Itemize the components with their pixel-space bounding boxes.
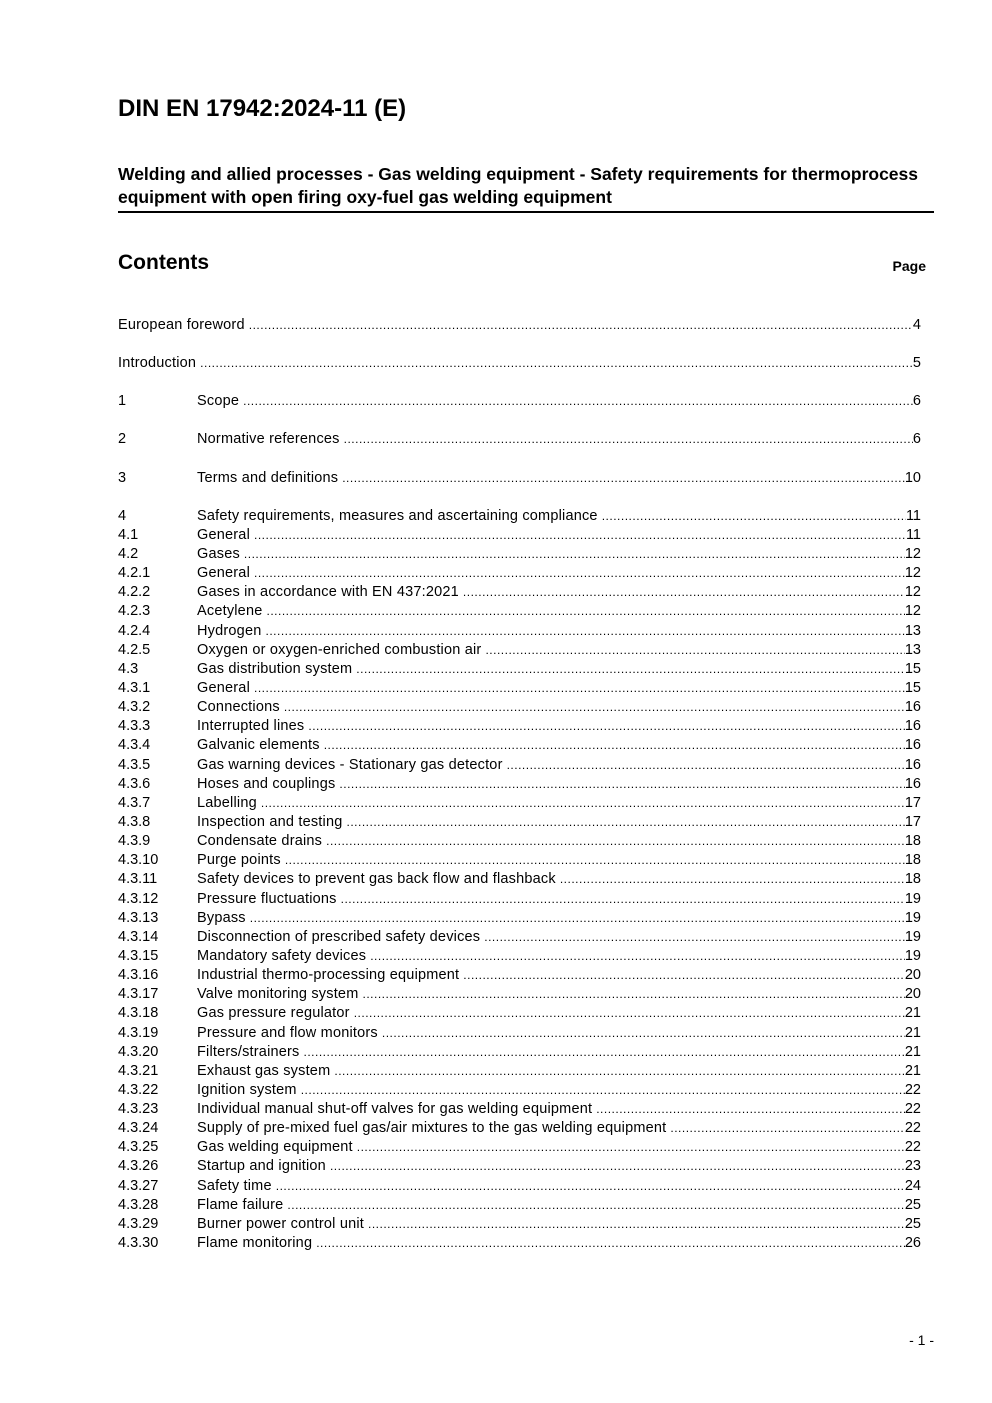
toc-entry[interactable]: [118, 1081, 921, 1100]
toc-entry-page: 15: [904, 660, 921, 677]
toc-entry-number: 4.3.21: [118, 1062, 159, 1079]
toc-entry-page: 11: [905, 507, 921, 524]
toc-entry-title: Startup and ignition: [197, 1158, 326, 1175]
toc-entry-title: Purge points: [197, 852, 281, 869]
toc-entry[interactable]: [118, 1157, 921, 1176]
toc-entry-title: Bypass: [197, 909, 246, 926]
toc-entry[interactable]: [118, 1119, 921, 1138]
toc-leader-dots: [484, 928, 905, 947]
toc-entry-page: 18: [904, 871, 921, 888]
toc-entry-number: 4.3.3: [118, 718, 151, 735]
toc-entry-number: 4.3.25: [118, 1139, 159, 1156]
toc-leader-dots: [287, 1196, 904, 1215]
toc-leader-dots: [344, 430, 913, 449]
toc-entry-number: 4.3.15: [118, 947, 159, 964]
toc-entry-page: 11: [905, 526, 921, 543]
contents-heading: Contents: [118, 251, 209, 274]
toc-entry-page: 22: [904, 1101, 921, 1118]
toc-entry-title: Burner power control unit: [197, 1215, 364, 1232]
toc-entry-number: 4.3.19: [118, 1024, 159, 1041]
toc-entry-page: 17: [904, 794, 921, 811]
toc-entry-title: Gas pressure regulator: [197, 1005, 350, 1022]
toc-leader-dots: [326, 832, 905, 851]
toc-entry-title: Safety time: [197, 1177, 272, 1194]
toc-entry-page: 25: [904, 1196, 921, 1213]
toc-entry-title: Safety requirements, measures and ascertaining compliance: [197, 507, 598, 524]
toc-entry-page: 12: [904, 584, 921, 601]
toc-entry-page: 18: [904, 833, 921, 850]
toc-entry[interactable]: [118, 660, 921, 679]
toc-leader-dots: [356, 660, 905, 679]
toc-entry-page: 16: [904, 737, 921, 754]
toc-entry[interactable]: [118, 698, 921, 717]
toc-entry-page: 26: [904, 1235, 921, 1252]
toc-entry-number: 4.3.28: [118, 1196, 159, 1213]
toc-entry-title: General: [197, 565, 250, 582]
toc-entry[interactable]: [118, 316, 921, 335]
toc-entry-page: 12: [904, 603, 921, 620]
toc-entry-page: 16: [904, 718, 921, 735]
page-column-label: Page: [892, 258, 926, 274]
toc-leader-dots: [463, 966, 905, 985]
toc-entry[interactable]: [118, 966, 921, 985]
toc-entry-title: Introduction: [118, 355, 197, 372]
toc-entry-title: Supply of pre-mixed fuel gas/air mixtures to the gas welding equipment: [197, 1120, 667, 1137]
toc-leader-dots: [596, 1100, 905, 1119]
toc-entry-page: 25: [904, 1215, 921, 1232]
table-of-contents: [118, 316, 921, 1253]
toc-entry-page: 10: [904, 469, 921, 486]
toc-leader-dots: [354, 1004, 905, 1023]
toc-entry-page: 21: [904, 1043, 921, 1060]
toc-entry[interactable]: [118, 832, 921, 851]
toc-entry[interactable]: [118, 507, 921, 526]
toc-entry-title: Exhaust gas system: [197, 1062, 331, 1079]
toc-entry[interactable]: [118, 736, 921, 755]
toc-entry-number: 4.3.2: [118, 699, 151, 716]
toc-entry-number: 4.3.24: [118, 1120, 159, 1137]
toc-leader-dots: [382, 1024, 905, 1043]
toc-entry-title: Connections: [197, 699, 280, 716]
toc-entry[interactable]: [118, 756, 921, 775]
toc-leader-dots: [254, 564, 905, 583]
toc-entry[interactable]: [118, 909, 921, 928]
toc-entry-page: 19: [904, 928, 921, 945]
toc-entry-title: Disconnection of prescribed safety devices: [197, 928, 481, 945]
toc-entry-number: 3: [118, 469, 127, 486]
toc-entry-page: 17: [904, 813, 921, 830]
toc-entry[interactable]: [118, 1062, 921, 1081]
document-title: Welding and allied processes - Gas welding equipment - Safety requirements for thermoprocess equipment with open firing oxy-fuel gas welding equipment: [118, 163, 934, 213]
toc-entry[interactable]: [118, 851, 921, 870]
toc-leader-dots: [243, 392, 913, 411]
toc-entry-number: 4.3.22: [118, 1081, 159, 1098]
toc-leader-dots: [485, 641, 904, 660]
toc-entry-title: Normative references: [197, 431, 340, 448]
toc-entry-title: Scope: [197, 393, 240, 410]
toc-entry-number: 2: [118, 431, 127, 448]
toc-entry-number: 4.3.4: [118, 737, 151, 754]
toc-leader-dots: [254, 526, 906, 545]
toc-leader-dots: [602, 507, 906, 526]
toc-entry[interactable]: [118, 392, 921, 411]
toc-entry[interactable]: [118, 870, 921, 889]
toc-entry-title: Interrupted lines: [197, 718, 305, 735]
toc-leader-dots: [261, 794, 905, 813]
toc-entry-page: 22: [904, 1139, 921, 1156]
toc-entry-page: 19: [904, 947, 921, 964]
toc-entry[interactable]: [118, 1138, 921, 1157]
toc-entry-title: General: [197, 526, 250, 543]
toc-entry[interactable]: [118, 430, 921, 449]
toc-entry-number: 4.3.13: [118, 909, 159, 926]
toc-entry-title: Labelling: [197, 794, 257, 811]
toc-leader-dots: [200, 354, 913, 373]
toc-entry[interactable]: [118, 1177, 921, 1196]
toc-entry-number: 4.3.5: [118, 756, 151, 773]
toc-entry[interactable]: [118, 813, 921, 832]
toc-entry-number: 4.3: [118, 660, 139, 677]
toc-entry-number: 4.3.29: [118, 1215, 159, 1232]
toc-entry-number: 4.3.7: [118, 794, 151, 811]
toc-entry-title: Individual manual shut-off valves for gas welding equipment: [197, 1101, 593, 1118]
toc-leader-dots: [324, 736, 905, 755]
toc-leader-dots: [362, 985, 904, 1004]
toc-entry[interactable]: [118, 717, 921, 736]
toc-entry-page: 22: [904, 1081, 921, 1098]
toc-entry-number: 4.3.6: [118, 775, 151, 792]
toc-entry-title: Mandatory safety devices: [197, 947, 367, 964]
toc-entry-number: 4.3.12: [118, 890, 159, 907]
toc-entry-page: 24: [904, 1177, 921, 1194]
toc-entry-page: 22: [904, 1120, 921, 1137]
toc-entry-number: 4.3.8: [118, 813, 151, 830]
toc-leader-dots: [560, 870, 905, 889]
toc-entry[interactable]: [118, 1100, 921, 1119]
toc-leader-dots: [334, 1062, 905, 1081]
document-id: DIN EN 17942:2024-11 (E): [118, 95, 407, 122]
toc-entry[interactable]: [118, 641, 921, 660]
toc-entry-page: 16: [904, 699, 921, 716]
toc-leader-dots: [285, 851, 905, 870]
page-number: - 1 -: [909, 1332, 934, 1348]
toc-entry[interactable]: [118, 469, 921, 488]
toc-entry-page: 16: [904, 756, 921, 773]
toc-entry-title: European foreword: [118, 317, 245, 333]
toc-leader-dots: [254, 679, 905, 698]
toc-leader-dots: [266, 602, 904, 621]
toc-entry[interactable]: [118, 794, 921, 813]
toc-entry[interactable]: [118, 602, 921, 621]
toc-entry[interactable]: [118, 679, 921, 698]
toc-entry-number: 4.3.17: [118, 986, 159, 1003]
toc-entry-page: 4: [912, 317, 921, 333]
toc-leader-dots: [346, 813, 904, 832]
toc-leader-dots: [463, 583, 905, 602]
toc-entry-title: Valve monitoring system: [197, 986, 359, 1003]
toc-entry-title: Oxygen or oxygen-enriched combustion air: [197, 641, 482, 658]
toc-entry-page: 13: [904, 641, 921, 658]
toc-leader-dots: [342, 469, 905, 488]
toc-entry-number: 1: [118, 393, 127, 410]
toc-entry[interactable]: [118, 1043, 921, 1062]
toc-entry-number: 4.2.1: [118, 565, 151, 582]
toc-leader-dots: [357, 1138, 905, 1157]
toc-entry-number: 4.1: [118, 526, 139, 543]
toc-entry-page: 19: [904, 909, 921, 926]
toc-leader-dots: [339, 775, 904, 794]
toc-entry-page: 19: [904, 890, 921, 907]
toc-leader-dots: [330, 1157, 905, 1176]
toc-leader-dots: [507, 756, 905, 775]
toc-entry-page: 20: [904, 967, 921, 984]
toc-entry-title: Galvanic elements: [197, 737, 320, 754]
toc-entry-number: 4.3.26: [118, 1158, 159, 1175]
toc-entry-number: 4.3.10: [118, 852, 159, 869]
toc-entry-number: 4.3.14: [118, 928, 159, 945]
toc-leader-dots: [370, 947, 905, 966]
toc-entry-title: General: [197, 679, 250, 696]
toc-entry-page: 23: [904, 1158, 921, 1175]
toc-entry-title: Pressure fluctuations: [197, 890, 337, 907]
toc-entry-number: 4.2: [118, 545, 139, 562]
toc-entry[interactable]: [118, 1004, 921, 1023]
toc-entry-page: 5: [912, 355, 921, 372]
toc-entry-page: 20: [904, 986, 921, 1003]
toc-entry-title: Filters/strainers: [197, 1043, 300, 1060]
toc-entry-title: Gas welding equipment: [197, 1139, 353, 1156]
toc-entry[interactable]: [118, 1196, 921, 1215]
toc-entry-number: 4.3.20: [118, 1043, 159, 1060]
toc-entry-page: 21: [904, 1062, 921, 1079]
toc-entry[interactable]: [118, 545, 921, 564]
toc-entry-page: 18: [904, 852, 921, 869]
toc-entry-page: 15: [904, 679, 921, 696]
toc-entry-title: Ignition system: [197, 1081, 297, 1098]
toc-entry-number: 4.3.18: [118, 1005, 159, 1022]
toc-entry-number: 4.2.5: [118, 641, 151, 658]
toc-entry-title: Industrial thermo-processing equipment: [197, 967, 460, 984]
toc-entry-number: 4.3.27: [118, 1177, 159, 1194]
toc-entry-title: Gas distribution system: [197, 660, 353, 677]
toc-entry[interactable]: [118, 928, 921, 947]
toc-entry[interactable]: [118, 564, 921, 583]
toc-entry-number: 4.3.16: [118, 967, 159, 984]
toc-leader-dots: [368, 1215, 905, 1234]
toc-entry-page: 12: [904, 545, 921, 562]
toc-entry-number: 4.3.9: [118, 833, 151, 850]
toc-entry[interactable]: [118, 775, 921, 794]
toc-entry-title: Hydrogen: [197, 622, 262, 639]
toc-entry-page: 6: [912, 393, 921, 410]
toc-leader-dots: [244, 545, 905, 564]
toc-leader-dots: [304, 1043, 905, 1062]
toc-leader-dots: [276, 1177, 905, 1196]
toc-leader-dots: [250, 909, 905, 928]
toc-entry[interactable]: [118, 1024, 921, 1043]
toc-entry-number: 4.2.2: [118, 584, 151, 601]
toc-leader-dots: [670, 1119, 904, 1138]
toc-entry-page: 21: [904, 1005, 921, 1022]
toc-entry-page: 21: [904, 1024, 921, 1041]
toc-entry-page: 6: [912, 431, 921, 448]
toc-entry-title: Safety devices to prevent gas back flow and flashback: [197, 871, 556, 888]
toc-entry-title: Gases in accordance with EN 437:2021: [197, 584, 459, 601]
toc-entry-title: Condensate drains: [197, 833, 323, 850]
toc-leader-dots: [316, 1234, 905, 1253]
toc-entry[interactable]: [118, 354, 921, 373]
toc-entry-page: 16: [904, 775, 921, 792]
toc-entry[interactable]: [118, 622, 921, 641]
toc-entry[interactable]: [118, 985, 921, 1004]
toc-entry-title: Pressure and flow monitors: [197, 1024, 378, 1041]
toc-leader-dots: [284, 698, 905, 717]
toc-entry[interactable]: [118, 583, 921, 602]
toc-entry[interactable]: [118, 526, 921, 545]
toc-leader-dots: [249, 316, 913, 335]
toc-entry-title: Acetylene: [197, 603, 263, 620]
toc-entry-title: Flame failure: [197, 1196, 284, 1213]
toc-entry-number: 4: [118, 507, 127, 524]
toc-entry-title: Terms and definitions: [197, 469, 339, 486]
toc-entry-title: Inspection and testing: [197, 813, 343, 830]
toc-entry-page: 13: [904, 622, 921, 639]
toc-entry[interactable]: [118, 1234, 921, 1253]
toc-entry-title: Gas warning devices - Stationary gas detector: [197, 756, 503, 773]
toc-entry-page: 12: [904, 565, 921, 582]
toc-entry-title: Gases: [197, 545, 240, 562]
toc-leader-dots: [308, 717, 904, 736]
toc-entry[interactable]: [118, 890, 921, 909]
toc-leader-dots: [301, 1081, 905, 1100]
toc-entry-number: 4.2.3: [118, 603, 151, 620]
toc-entry[interactable]: [118, 947, 921, 966]
toc-entry-number: 4.3.11: [118, 871, 158, 888]
toc-entry[interactable]: [118, 1215, 921, 1234]
toc-entry-number: 4.3.23: [118, 1101, 159, 1118]
toc-entry-number: 4.3.1: [118, 679, 151, 696]
toc-entry-title: Hoses and couplings: [197, 775, 336, 792]
toc-entry-number: 4.3.30: [118, 1235, 159, 1252]
toc-entry-title: Flame monitoring: [197, 1235, 313, 1252]
toc-leader-dots: [341, 890, 905, 909]
toc-leader-dots: [265, 622, 904, 641]
toc-entry-number: 4.2.4: [118, 622, 151, 639]
